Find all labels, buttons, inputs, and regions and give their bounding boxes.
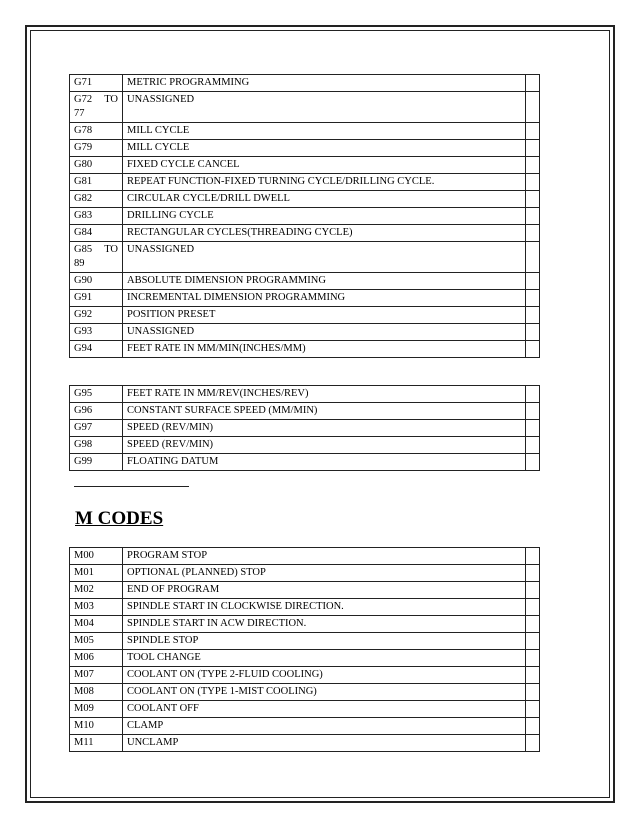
table-row [70, 403, 540, 420]
table-row [70, 123, 540, 140]
table-row [70, 242, 540, 273]
description-cell: END OF PROGRAM [123, 582, 526, 599]
table-row [70, 386, 540, 403]
code-cell: G99 [70, 454, 123, 471]
empty-cell [526, 341, 540, 358]
code-cell: M00 [70, 548, 123, 565]
table-row [70, 616, 540, 633]
code-cell: M11 [70, 735, 123, 752]
g-codes-table-part2 [69, 385, 540, 471]
code-cell: G95 [70, 386, 123, 403]
code-cell: M03 [70, 599, 123, 616]
description-cell: SPINDLE STOP [123, 633, 526, 650]
code-cell: G81 [70, 174, 123, 191]
code-cell: M01 [70, 565, 123, 582]
table-row [70, 701, 540, 718]
code-cell: G93 [70, 324, 123, 341]
code-cell: G96 [70, 403, 123, 420]
code-cell: M05 [70, 633, 123, 650]
empty-cell [526, 684, 540, 701]
description-cell: MILL CYCLE [123, 140, 526, 157]
description-cell: ABSOLUTE DIMENSION PROGRAMMING [123, 273, 526, 290]
empty-cell [526, 208, 540, 225]
empty-cell [526, 386, 540, 403]
code-cell: G97 [70, 420, 123, 437]
description-cell: COOLANT ON (TYPE 2-FLUID COOLING) [123, 667, 526, 684]
empty-cell [526, 225, 540, 242]
description-cell: COOLANT OFF [123, 701, 526, 718]
empty-cell [526, 273, 540, 290]
code-cell: G78 [70, 123, 123, 140]
code-cell: G84 [70, 225, 123, 242]
empty-cell [526, 157, 540, 174]
empty-cell [526, 140, 540, 157]
table-row [70, 684, 540, 701]
description-cell: CLAMP [123, 718, 526, 735]
code-cell: M09 [70, 701, 123, 718]
empty-cell [526, 75, 540, 92]
table-row [70, 565, 540, 582]
empty-cell [526, 307, 540, 324]
table-row [70, 437, 540, 454]
description-cell: SPEED (REV/MIN) [123, 437, 526, 454]
empty-cell [526, 565, 540, 582]
code-cell: G79 [70, 140, 123, 157]
table-row [70, 273, 540, 290]
empty-cell [526, 174, 540, 191]
description-cell: SPINDLE START IN CLOCKWISE DIRECTION. [123, 599, 526, 616]
description-cell: DRILLING CYCLE [123, 208, 526, 225]
table-row [70, 324, 540, 341]
table-row [70, 582, 540, 599]
empty-cell [526, 667, 540, 684]
table-row [70, 633, 540, 650]
code-cell: G94 [70, 341, 123, 358]
description-cell: CIRCULAR CYCLE/DRILL DWELL [123, 191, 526, 208]
empty-cell [526, 324, 540, 341]
code-cell: G92 [70, 307, 123, 324]
empty-cell [526, 420, 540, 437]
description-cell: INCREMENTAL DIMENSION PROGRAMMING [123, 290, 526, 307]
description-cell: OPTIONAL (PLANNED) STOP [123, 565, 526, 582]
empty-cell [526, 191, 540, 208]
table-row [70, 718, 540, 735]
description-cell: PROGRAM STOP [123, 548, 526, 565]
table-row [70, 667, 540, 684]
empty-cell [526, 735, 540, 752]
empty-cell [526, 616, 540, 633]
table-row [70, 290, 540, 307]
empty-cell [526, 582, 540, 599]
table-row [70, 225, 540, 242]
code-cell: G85 TO 89 [70, 242, 123, 273]
code-cell: M02 [70, 582, 123, 599]
table-row [70, 420, 540, 437]
table-row [70, 454, 540, 471]
code-cell: M07 [70, 667, 123, 684]
table-row [70, 140, 540, 157]
empty-cell [526, 242, 540, 273]
description-cell: FLOATING DATUM [123, 454, 526, 471]
table-row [70, 735, 540, 752]
empty-cell [526, 701, 540, 718]
description-cell: TOOL CHANGE [123, 650, 526, 667]
empty-cell [526, 548, 540, 565]
description-cell: REPEAT FUNCTION-FIXED TURNING CYCLE/DRILLING CYCLE. [123, 174, 526, 191]
table-row [70, 599, 540, 616]
code-cell: M04 [70, 616, 123, 633]
description-cell: UNASSIGNED [123, 324, 526, 341]
code-cell: G83 [70, 208, 123, 225]
code-cell: G71 [70, 75, 123, 92]
empty-cell [526, 123, 540, 140]
table-row [70, 191, 540, 208]
table-row [70, 75, 540, 92]
empty-cell [526, 718, 540, 735]
description-cell: FEET RATE IN MM/REV(INCHES/REV) [123, 386, 526, 403]
description-cell: CONSTANT SURFACE SPEED (MM/MIN) [123, 403, 526, 420]
table-row [70, 548, 540, 565]
description-cell: MILL CYCLE [123, 123, 526, 140]
table-row [70, 307, 540, 324]
code-cell: M08 [70, 684, 123, 701]
code-cell: G90 [70, 273, 123, 290]
code-cell: M10 [70, 718, 123, 735]
empty-cell [526, 290, 540, 307]
description-cell: UNASSIGNED [123, 242, 526, 273]
description-cell: FEET RATE IN MM/MIN(INCHES/MM) [123, 341, 526, 358]
description-cell: FIXED CYCLE CANCEL [123, 157, 526, 174]
description-cell: POSITION PRESET [123, 307, 526, 324]
code-cell: M06 [70, 650, 123, 667]
description-cell: METRIC PROGRAMMING [123, 75, 526, 92]
description-cell: UNCLAMP [123, 735, 526, 752]
description-cell: SPINDLE START IN ACW DIRECTION. [123, 616, 526, 633]
empty-cell [526, 650, 540, 667]
code-cell: G91 [70, 290, 123, 307]
m-codes-table [69, 547, 540, 752]
section-divider-line [74, 486, 189, 487]
empty-cell [526, 454, 540, 471]
table-row [70, 92, 540, 123]
description-cell: COOLANT ON (TYPE 1-MIST COOLING) [123, 684, 526, 701]
empty-cell [526, 92, 540, 123]
m-codes-heading: M CODES [75, 508, 164, 529]
code-cell: G72 TO 77 [70, 92, 123, 123]
table-row [70, 208, 540, 225]
empty-cell [526, 633, 540, 650]
empty-cell [526, 403, 540, 420]
table-row [70, 157, 540, 174]
table-row [70, 174, 540, 191]
code-cell: G98 [70, 437, 123, 454]
g-codes-table-part1 [69, 74, 540, 358]
table-row [70, 341, 540, 358]
code-cell: G80 [70, 157, 123, 174]
description-cell: RECTANGULAR CYCLES(THREADING CYCLE) [123, 225, 526, 242]
empty-cell [526, 599, 540, 616]
empty-cell [526, 437, 540, 454]
table-row [70, 650, 540, 667]
description-cell: SPEED (REV/MIN) [123, 420, 526, 437]
code-cell: G82 [70, 191, 123, 208]
description-cell: UNASSIGNED [123, 92, 526, 123]
